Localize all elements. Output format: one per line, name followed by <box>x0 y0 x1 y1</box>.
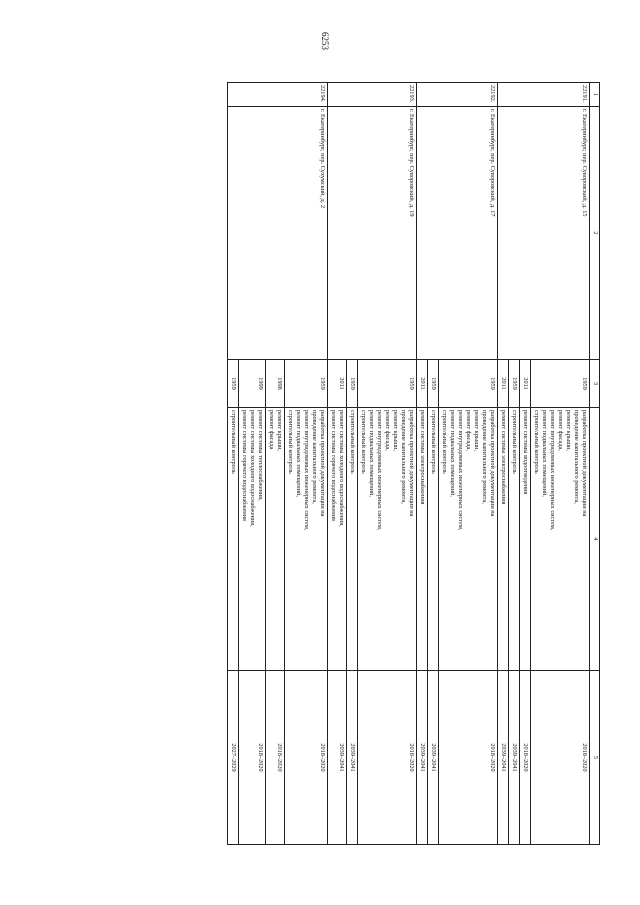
work-item: ремонт внутридомовых инженерных систем, <box>376 410 383 531</box>
building-address: г. Екатеринбург, пер. Суворовский, д. 17 <box>417 107 498 360</box>
work-item: строительный контроль <box>360 410 367 474</box>
page-number: 6253 <box>320 32 330 50</box>
table-row <box>531 83 590 845</box>
construction-year: 1959 <box>358 360 417 408</box>
work-item: ремонт фасада, <box>557 410 564 451</box>
table-row <box>439 83 498 845</box>
building-address: г. Екатеринбург, пер. Суворовский, д. 15 <box>498 107 590 360</box>
work-item: ремонт фасада, <box>384 410 391 451</box>
work-item: ремонт системы холодного водоснабжения, <box>249 410 256 527</box>
construction-year: 1999 <box>239 360 266 408</box>
table-row <box>285 83 328 845</box>
construction-year: 2011 <box>328 360 347 408</box>
repair-period: 2039–2041 <box>347 671 358 845</box>
works-list <box>417 408 428 671</box>
table-row <box>358 83 417 845</box>
work-item: ремонт системы горячего водоснабжения <box>241 410 248 521</box>
construction-year: 1959 <box>228 360 239 408</box>
work-item: ремонт фасада, <box>465 410 472 451</box>
work-item: проведение капитального ремонта, <box>573 410 580 504</box>
works-list <box>509 408 520 671</box>
building-address: г. Екатеринбург, пер. Сухумский, д. 2 <box>228 107 328 360</box>
work-item: строительный контроль <box>349 410 356 474</box>
work-item: строительный контроль <box>430 410 437 474</box>
construction-year: 1998 <box>266 360 285 408</box>
repair-period: 2039–2041 <box>428 671 439 845</box>
work-item: ремонт подвальных помещений, <box>368 410 375 497</box>
repair-period: 2039–2041 <box>417 671 428 845</box>
works-list <box>358 408 417 671</box>
work-item: разработка проектной документации на <box>489 410 496 517</box>
repair-period: 2018–2020 <box>239 671 266 845</box>
work-item: ремонт крыши, <box>392 410 399 452</box>
work-item: строительный контроль <box>230 410 237 474</box>
work-item: строительный контроль <box>511 410 518 474</box>
work-item: ремонт крыши, <box>276 410 283 452</box>
row-number: 22194. <box>228 83 328 107</box>
works-list <box>520 408 531 671</box>
works-list <box>428 408 439 671</box>
construction-year: 2011 <box>417 360 428 408</box>
row-number: 22193. <box>328 83 417 107</box>
work-item: ремонт подвальных помещений, <box>295 410 302 497</box>
works-list <box>239 408 266 671</box>
work-item: ремонт подвальных помещений, <box>541 410 548 497</box>
work-item: ремонт системы горячего водоснабжения <box>330 410 337 521</box>
repair-period: 2018–2020 <box>358 671 417 845</box>
works-list <box>285 408 328 671</box>
works-list <box>347 408 358 671</box>
work-item: ремонт крыши, <box>565 410 572 452</box>
repair-period: 2039–2041 <box>509 671 520 845</box>
work-item: строительный контроль <box>287 410 294 474</box>
repair-schedule-table <box>227 82 600 845</box>
header-col-2: 2 <box>590 107 600 360</box>
header-col-5: 5 <box>590 671 600 845</box>
work-item: ремонт системы электроснабжения <box>419 410 426 505</box>
construction-year: 1959 <box>531 360 590 408</box>
repair-period: 2027–2029 <box>228 671 239 845</box>
works-list <box>439 408 498 671</box>
repair-period: 2039–2041 <box>328 671 347 845</box>
header-col-1: 1 <box>590 83 600 107</box>
construction-year: 1959 <box>439 360 498 408</box>
repair-period: 2018–2020 <box>266 671 285 845</box>
row-number: 22191. <box>498 83 590 107</box>
work-item: ремонт фасада <box>268 410 275 450</box>
work-item: проведение капитального ремонта, <box>481 410 488 504</box>
work-item: ремонт подвальных помещений, <box>449 410 456 497</box>
work-item: ремонт системы теплоснабжения, <box>257 410 264 501</box>
header-col-3: 3 <box>590 360 600 408</box>
rotated-table-container <box>88 82 600 844</box>
construction-year: 1959 <box>347 360 358 408</box>
work-item: ремонт внутридомовых инженерных систем, <box>549 410 556 531</box>
construction-year: 1959 <box>428 360 439 408</box>
header-row <box>590 83 600 845</box>
works-list <box>266 408 285 671</box>
works-list <box>498 408 509 671</box>
repair-period: 2039–2041 <box>498 671 509 845</box>
work-item: строительный контроль <box>441 410 448 474</box>
repair-period: 2018–2020 <box>439 671 498 845</box>
construction-year: 1959 <box>509 360 520 408</box>
work-item: разработка проектной документации на <box>408 410 415 517</box>
repair-period: 2018–2020 <box>285 671 328 845</box>
work-item: строительный контроль <box>533 410 540 474</box>
building-address: г. Екатеринбург, пер. Суворовский, д. 19 <box>328 107 417 360</box>
construction-year: 2011 <box>520 360 531 408</box>
construction-year: 2011 <box>498 360 509 408</box>
work-item: проведение капитального ремонта, <box>311 410 318 504</box>
work-item: разработка проектной документации на <box>319 410 326 517</box>
work-item: разработка проектной документации на <box>581 410 588 517</box>
row-number: 22192. <box>417 83 498 107</box>
work-item: проведение капитального ремонта, <box>400 410 407 504</box>
work-item: ремонт системы холодного водоснабжения, <box>338 410 345 527</box>
works-list <box>328 408 347 671</box>
works-list <box>228 408 239 671</box>
work-item: ремонт системы электроснабжения <box>500 410 507 505</box>
work-item: ремонт системы водоотведения <box>522 410 529 495</box>
repair-period: 2018–2020 <box>531 671 590 845</box>
table-body <box>228 83 590 845</box>
work-item: ремонт внутридомовых инженерных систем, <box>303 410 310 531</box>
header-col-4: 4 <box>590 408 600 671</box>
repair-period: 2018–2020 <box>520 671 531 845</box>
work-item: ремонт внутридомовых инженерных систем, <box>457 410 464 531</box>
works-list <box>531 408 590 671</box>
construction-year: 1959 <box>285 360 328 408</box>
work-item: ремонт крыши, <box>473 410 480 452</box>
